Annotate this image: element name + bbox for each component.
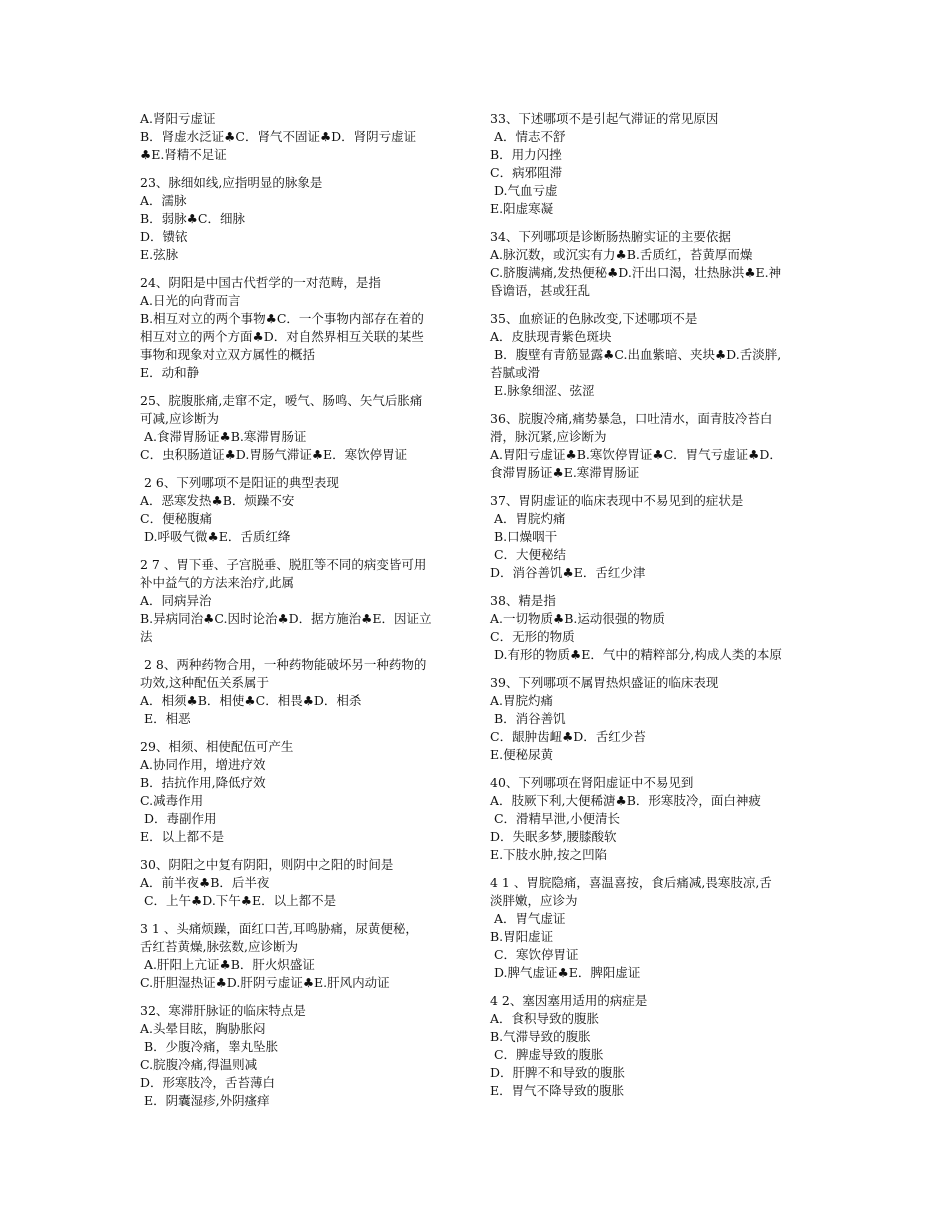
question-line: 40、下列哪项在肾阳虚证中不易见到 xyxy=(490,775,694,790)
option-line: D.呼吸气微♣E．舌质红绛 xyxy=(140,529,291,544)
question-line: 29、相须、相使配伍可产生 xyxy=(140,739,294,754)
question-line: 32、寒滞肝脉证的临床特点是 xyxy=(140,1003,306,1018)
question-line: 2 6、下列哪项不是阳证的典型表现 xyxy=(140,475,339,490)
option-line: B．消谷善饥 xyxy=(490,711,566,726)
option-line: C.脐腹满痛,发热便秘♣D.汗出口渴，壮热脉洪♣E.神 xyxy=(490,265,782,280)
question-line: 3 1 、头痛烦躁，面红口苦,耳鸣胁痛，尿黄便秘， xyxy=(140,921,418,936)
option-line: D．镄铱 xyxy=(140,229,188,244)
option-line: E.脉象细涩、弦涩 xyxy=(490,383,595,398)
option-line: D.脾气虚证♣E．脾阳虚证 xyxy=(490,965,641,980)
option-line: B.气滞导致的腹胀 xyxy=(490,1029,591,1044)
question-block xyxy=(490,310,820,400)
question-block xyxy=(140,392,470,464)
option-line: D．毒副作用 xyxy=(140,811,217,826)
option-line: 功效,这种配伍关系属于 xyxy=(140,675,269,690)
right-column xyxy=(490,110,820,1110)
option-line: E.阳虚寒凝 xyxy=(490,201,554,216)
question-block xyxy=(140,920,470,992)
question-line: 2 8、两种药物合用，一种药物能破坏另一种药物的 xyxy=(140,657,427,672)
left-column xyxy=(140,110,470,1120)
question-line: A.肾阳亏虚证 xyxy=(140,111,216,126)
question-block xyxy=(140,856,470,910)
option-line: E．胃气不降导致的腹胀 xyxy=(490,1083,625,1098)
question-line: 25、脘腹胀痛,走窜不定，嗳气、肠鸣、矢气后胀痛 xyxy=(140,393,423,408)
option-line: 补中益气的方法来治疗,此属 xyxy=(140,575,294,590)
option-line: C．寒饮停胃证 xyxy=(490,947,579,962)
option-line: A．情志不舒 xyxy=(490,129,566,144)
question-line: 23、脉细如线,应指明显的脉象是 xyxy=(140,175,323,190)
question-block xyxy=(140,110,470,164)
option-line: D.有形的物质♣E．气中的精粹部分,构成人类的本原 xyxy=(490,647,782,662)
option-line: A．前半夜♣B．后半夜 xyxy=(140,875,270,890)
option-line: B.口燥咽干 xyxy=(490,529,558,544)
option-line: E.弦脉 xyxy=(140,247,179,262)
option-line: C．滑精早泄,小便清长 xyxy=(490,811,621,826)
question-line: 34、下列哪项是诊断肠热腑实证的主要依据 xyxy=(490,229,731,244)
option-line: B．肾虚水泛证♣C．肾气不固证♣D．肾阴亏虚证 xyxy=(140,129,417,144)
option-line: C.减毒作用 xyxy=(140,793,204,808)
option-line: 滑，脉沉紧,应诊断为 xyxy=(490,429,607,444)
option-line: D．消谷善饥♣E．舌红少津 xyxy=(490,565,646,580)
question-block xyxy=(490,110,820,218)
question-line: 24、阴阳是中国古代哲学的一对范畴，是指 xyxy=(140,275,381,290)
option-line: E．阴囊湿疹,外阴瘙痒 xyxy=(140,1093,270,1108)
option-line: A．肢厥下利,大便稀溏♣B．形寒肢冷，面白神疲 xyxy=(490,793,761,808)
option-line: 事物和现象对立双方属性的概括 xyxy=(140,347,316,362)
question-block xyxy=(490,992,820,1100)
option-line: E．以上都不是 xyxy=(140,829,225,844)
option-line: C．无形的物质 xyxy=(490,629,575,644)
option-line: C.脘腹冷痛,得温则减 xyxy=(140,1057,258,1072)
option-line: D．肝脾不和导致的腹胀 xyxy=(490,1065,626,1080)
option-line: B．腹壁有青筋显露♣C.出血紫暗、夹块♣D.舌淡胖, xyxy=(490,347,782,362)
question-block xyxy=(140,274,470,382)
option-line: E．动和静 xyxy=(140,365,200,380)
option-line: 可减,应诊断为 xyxy=(140,411,219,426)
question-line: 38、精是指 xyxy=(490,593,556,608)
option-line: C．上午♣D.下午♣E．以上都不是 xyxy=(140,893,337,908)
option-line: B.相互对立的两个事物♣C．一个事物内部存在着的 xyxy=(140,311,424,326)
option-line: D.气血亏虚 xyxy=(490,183,558,198)
option-line: 相互对立的两个方面♣D．对自然界相互关联的某些 xyxy=(140,329,424,344)
option-line: C．便秘腹痛 xyxy=(140,511,213,526)
option-line: A．皮肤现青紫色斑块 xyxy=(490,329,612,344)
option-line: C．虫积肠道证♣D.胃肠气滞证♣E．寒饮停胃证 xyxy=(140,447,408,462)
option-line: C．脾虚导致的腹胀 xyxy=(490,1047,604,1062)
question-line: 2 7 、胃下垂、子宫脱垂、脱肛等不同的病变皆可用 xyxy=(140,557,427,572)
option-line: ♣E.肾精不足证 xyxy=(140,147,227,162)
option-line: A.胃脘灼痛 xyxy=(490,693,554,708)
option-line: A．恶寒发热♣B．烦躁不安 xyxy=(140,493,295,508)
option-line: A.一切物质♣B.运动很强的物质 xyxy=(490,611,665,626)
question-line: 37、胃阴虚证的临床表现中不易见到的症状是 xyxy=(490,493,744,508)
question-block xyxy=(140,656,470,728)
option-line: A.协同作用，增进疗效 xyxy=(140,757,266,772)
question-block xyxy=(140,738,470,846)
option-line: A.头晕目眩，胸胁胀闷 xyxy=(140,1021,266,1036)
option-line: 法 xyxy=(140,629,153,644)
option-line: A．相须♣B．相使♣C．相畏♣D．相杀 xyxy=(140,693,362,708)
question-block xyxy=(490,774,820,864)
question-block xyxy=(140,1002,470,1110)
option-line: E.便秘尿黄 xyxy=(490,747,554,762)
option-line: A.胃阳亏虚证♣B.寒饮停胃证♣C．胃气亏虚证♣D． xyxy=(490,447,782,462)
question-block xyxy=(140,174,470,264)
question-line: 4 2、塞因塞用适用的病症是 xyxy=(490,993,648,1008)
option-line: A．食积导致的腹胀 xyxy=(490,1011,600,1026)
option-line: C．大便秘结 xyxy=(490,547,567,562)
option-line: B．弱脉♣C．细脉 xyxy=(140,211,245,226)
option-line: B.异病同治♣C.因时论治♣D．据方施治♣E．因证立 xyxy=(140,611,432,626)
question-line: 30、阴阳之中复有阴阳，则阴中之阳的时间是 xyxy=(140,857,394,872)
option-line: A.脉沉数，或沉实有力♣B.舌质红，苔黄厚而燥 xyxy=(490,247,753,262)
option-line: 昏谵语，甚或狂乱 xyxy=(490,283,591,298)
question-line: 35、血瘀证的色脉改变,下述哪项不是 xyxy=(490,311,698,326)
option-line: A.食滞胃肠证♣B.寒滞胃肠证 xyxy=(140,429,307,444)
question-block xyxy=(490,674,820,764)
option-line: 食滞胃肠证♣E.寒滞胃肠证 xyxy=(490,465,640,480)
option-line: A．濡脉 xyxy=(140,193,187,208)
option-line: D．形寒肢冷，舌苔薄白 xyxy=(140,1075,276,1090)
question-block xyxy=(490,228,820,300)
option-line: A.肝阳上亢证♣B．肝火炽盛证 xyxy=(140,957,315,972)
option-line: A．同病异治 xyxy=(140,593,212,608)
question-line: 36、脘腹冷痛,痛势暴急，口吐清水，面青肢冷苔白 xyxy=(490,411,773,426)
option-line: B．拮抗作用,降低疗效 xyxy=(140,775,266,790)
option-line: A．胃气虚证 xyxy=(490,911,566,926)
question-line: 33、下述哪项不是引起气滞证的常见原因 xyxy=(490,111,719,126)
option-line: B．少腹冷痛，睾丸坠胀 xyxy=(140,1039,279,1054)
question-block xyxy=(490,410,820,482)
option-line: A．胃脘灼痛 xyxy=(490,511,566,526)
question-block xyxy=(490,492,820,582)
question-line: 4 1 、胃脘隐痛，喜温喜按，食后痛减,畏寒肢凉,舌 xyxy=(490,875,772,890)
question-block xyxy=(140,474,470,546)
option-line: D．失眠多梦,腰膝酸软 xyxy=(490,829,617,844)
option-line: 舌红苔黄燥,脉弦数,应诊断为 xyxy=(140,939,298,954)
option-line: C．病邪阻滞 xyxy=(490,165,563,180)
option-line: 苔腻或滑 xyxy=(490,365,541,380)
option-line: A.日光的向背而言 xyxy=(140,293,241,308)
question-block xyxy=(490,874,820,982)
option-line: 淡胖嫩，应诊为 xyxy=(490,893,578,908)
option-line: B．用力闪挫 xyxy=(490,147,562,162)
option-line: B.胃阳虚证 xyxy=(490,929,554,944)
option-line: E．相恶 xyxy=(140,711,191,726)
option-line: C.肝胆湿热证♣D.肝阴亏虚证♣E.肝风内动证 xyxy=(140,975,390,990)
question-line: 39、下列哪项不属胃热炽盛证的临床表现 xyxy=(490,675,719,690)
option-line: C．龈肿齿衄♣D．舌红少苔 xyxy=(490,729,646,744)
question-block xyxy=(490,592,820,664)
option-line: E.下肢水肿,按之凹陷 xyxy=(490,847,608,862)
question-block xyxy=(140,556,470,646)
